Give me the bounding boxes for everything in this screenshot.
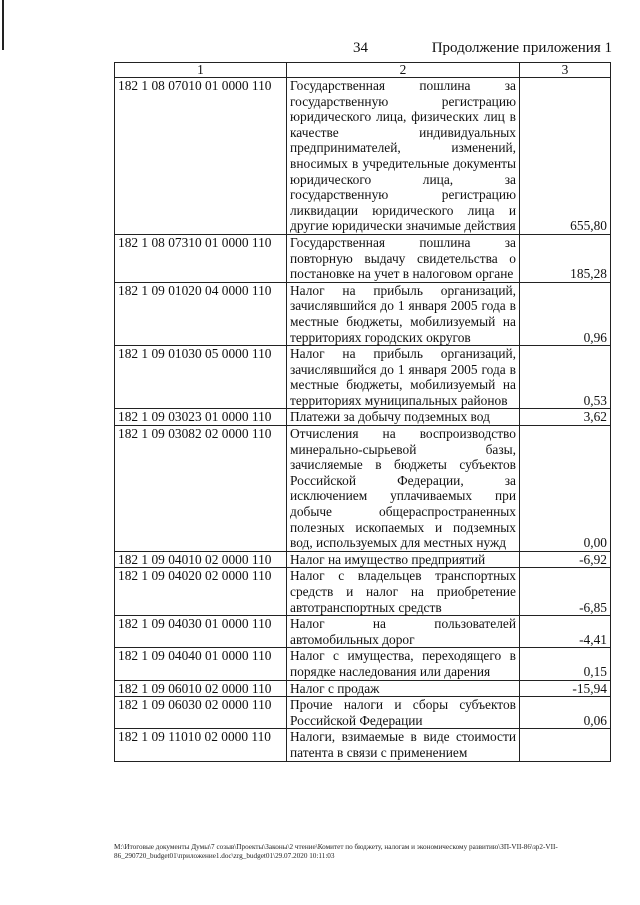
row-name-cell: Налог на имущество предприятий [287, 551, 520, 568]
table-row [115, 409, 611, 426]
table-row [115, 616, 611, 648]
row-amount-cell: -6,92 [520, 551, 611, 568]
row-name-cell: Налог на прибыль организаций, зачислявшийся до 1 января 2005 года в местные бюджеты, мобилизуемый на территориях муниципальных районов [287, 346, 520, 409]
column-header-2: 2 [287, 63, 520, 78]
row-name-cell: Государственная пошлина за повторную выдачу свидетельства о постановке на учет в налоговом органе [287, 234, 520, 282]
row-amount-cell: 185,28 [520, 234, 611, 282]
column-header-1: 1 [115, 63, 287, 78]
row-amount-cell: -6,85 [520, 568, 611, 616]
table-body [115, 78, 611, 762]
table-row [115, 680, 611, 697]
page-number: 34 [353, 40, 368, 56]
row-code-cell: 182 1 08 07010 01 0000 110 [115, 78, 287, 235]
row-code-cell: 182 1 09 03023 01 0000 110 [115, 409, 287, 426]
row-amount-cell: 0,15 [520, 648, 611, 680]
row-amount-cell: 0,96 [520, 282, 611, 345]
row-code-cell: 182 1 09 01020 04 0000 110 [115, 282, 287, 345]
row-name-cell: Налог с владельцев транспортных средств и налог на приобретение автотранспортных средств [287, 568, 520, 616]
row-name-cell: Отчисления на воспроизводство минерально-сырьевой базы, зачисляемые в бюджеты субъектов Российской Федерации, за исключением уплачиваемых при добыче общераспространенных полезных ископаемых и подземных вод, используемых для местных нужд [287, 426, 520, 552]
table-row [115, 78, 611, 235]
table-row [115, 426, 611, 552]
row-code-cell: 182 1 09 04010 02 0000 110 [115, 551, 287, 568]
table-header-row [115, 63, 611, 78]
row-code-cell: 182 1 08 07310 01 0000 110 [115, 234, 287, 282]
row-name-cell: Прочие налоги и сборы субъектов Российской Федерации [287, 697, 520, 729]
row-amount-cell: -4,41 [520, 616, 611, 648]
page-edge-mark [2, 0, 4, 50]
row-name-cell: Налоги, взимаемые в виде стоимости патента в связи с применением [287, 729, 520, 761]
continuation-label: Продолжение приложения 1 [431, 40, 612, 56]
table-row [115, 568, 611, 616]
row-code-cell: 182 1 09 04020 02 0000 110 [115, 568, 287, 616]
document-path-footer: M:\Итоговые документы Думы\7 созыв\Проекты\Законы\2 чтение\Комитет по бюджету, налогам и экономическому развитию\ЗП-VII-86\зр2-VII-86_290720_budget01\приложение1.doc\zrg_budget01\29.07.2020 10:11:03 [114, 843, 558, 860]
table-row [115, 648, 611, 680]
table-row [115, 282, 611, 345]
row-amount-cell: 0,53 [520, 346, 611, 409]
row-name-cell: Налог с продаж [287, 680, 520, 697]
table-row [115, 346, 611, 409]
table-row [115, 697, 611, 729]
row-amount-cell: 655,80 [520, 78, 611, 235]
row-code-cell: 182 1 09 04040 01 0000 110 [115, 648, 287, 680]
row-name-cell: Налог с имущества, переходящего в порядке наследования или дарения [287, 648, 520, 680]
row-amount-cell [520, 729, 611, 761]
row-amount-cell: 0,00 [520, 426, 611, 552]
row-code-cell: 182 1 09 06030 02 0000 110 [115, 697, 287, 729]
table-row [115, 729, 611, 761]
column-header-3: 3 [520, 63, 611, 78]
row-code-cell: 182 1 09 01030 05 0000 110 [115, 346, 287, 409]
budget-table [114, 62, 611, 762]
row-name-cell: Государственная пошлина за государственную регистрацию юридического лица, физических лиц в качестве индивидуальных предпринимателей, изменений, вносимых в учредительные документы юридического лица, за государственную регистрацию ликвидации юридического лица и другие юридически значимые действия [287, 78, 520, 235]
row-amount-cell: 0,06 [520, 697, 611, 729]
row-name-cell: Налог на прибыль организаций, зачислявшийся до 1 января 2005 года в местные бюджеты, мобилизуемый на территориях городских округов [287, 282, 520, 345]
table-row [115, 551, 611, 568]
row-code-cell: 182 1 09 04030 01 0000 110 [115, 616, 287, 648]
row-code-cell: 182 1 09 03082 02 0000 110 [115, 426, 287, 552]
row-amount-cell: 3,62 [520, 409, 611, 426]
row-name-cell: Платежи за добычу подземных вод [287, 409, 520, 426]
table-row [115, 234, 611, 282]
row-amount-cell: -15,94 [520, 680, 611, 697]
row-code-cell: 182 1 09 06010 02 0000 110 [115, 680, 287, 697]
row-code-cell: 182 1 09 11010 02 0000 110 [115, 729, 287, 761]
row-name-cell: Налог на пользователей автомобильных дорог [287, 616, 520, 648]
